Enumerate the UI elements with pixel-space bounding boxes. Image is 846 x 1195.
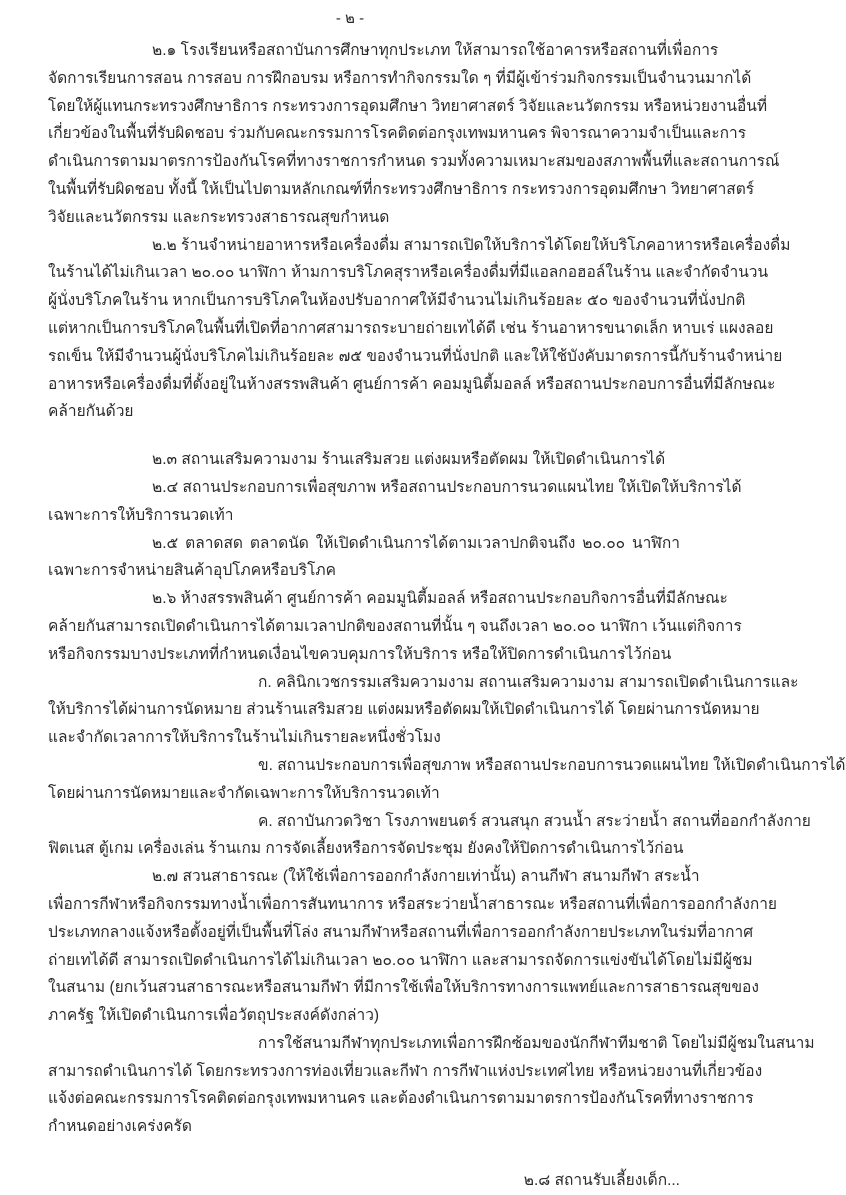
paragraph-2-5 bbox=[48, 530, 680, 586]
text-line: วิจัยและนวัตกรรม และกระทรวงสาธารณสุขกำหนด bbox=[48, 208, 390, 226]
text-line: โดยให้ผู้แทนกระทรวงศึกษาธิการ กระทรวงการอุดมศึกษา วิทยาศาสตร์ วิจัยและนวัตกรรม หรือหน่วยงานอื่นที่ bbox=[48, 97, 768, 115]
text-line: ในพื้นที่รับผิดชอบ ทั้งนี้ ให้เป็นไปตามหลักเกณฑ์ที่กระทรวงศึกษาธิการ กระทรวงการอุดมศึกษา วิทยาศาสตร์ bbox=[48, 180, 755, 198]
text-line: ในสนาม (ยกเว้นสวนสาธารณะหรือสนามกีฬา ที่มีการใช้เพื่อให้บริการทางการแพทย์และการสาธารณสุขของ bbox=[48, 979, 759, 997]
text-line: เฉพาะการจำหน่ายสินค้าอุปโภคหรือบริโภค bbox=[48, 562, 337, 580]
text-line: กำหนดอย่างเคร่งครัด bbox=[48, 1118, 192, 1136]
text-line: ประเภทกลางแจ้งหรือตั้งอยู่ที่เป็นพื้นที่โล่ง สนามกีฬาหรือสถานที่เพื่อการออกกำลังกายประเภทในร่มที่อากาศ bbox=[48, 923, 754, 941]
page-number: - ๒ - bbox=[335, 10, 365, 27]
text-line: และจำกัดเวลาการให้บริการในร้านไม่เกินรายละหนึ่งชั่วโมง bbox=[48, 729, 441, 747]
text-line: ให้บริการได้ผ่านการนัดหมาย ส่วนร้านเสริมสวย แต่งผมหรือตัดผมให้เปิดดำเนินการได้ โดยผ่านการนัดหมาย bbox=[48, 701, 760, 719]
text-line: ๒.๖ ห้างสรรพสินค้า ศูนย์การค้า คอมมูนิตี้มอลล์ หรือสถานประกอบกิจการอื่นที่มีลักษณะ bbox=[152, 590, 728, 608]
text-line: จัดการเรียนการสอน การสอบ การฝึกอบรม หรือการทำกิจกรรมใด ๆ ที่มีผู้เข้าร่วมกิจกรรมเป็นจำนวนมากได้ bbox=[48, 69, 752, 87]
text-line: ข. สถานประกอบการเพื่อสุขภาพ หรือสถานประกอบการนวดแผนไทย ให้เปิดดำเนินการได้ bbox=[258, 756, 846, 774]
text-line: เกี่ยวข้องในพื้นที่รับผิดชอบ ร่วมกับคณะกรรมการโรคติดต่อกรุงเทพมหานคร พิจารณาความจำเป็นและการ bbox=[48, 125, 747, 143]
continuation-text: ๒.๘ สถานรับเลี้ยงเด็ก... bbox=[523, 1172, 680, 1190]
paragraph-2-6 bbox=[48, 585, 742, 668]
text-line: แต่หากเป็นการบริโภคในพื้นที่เปิดที่อากาศสามารถระบายถ่ายเทได้ดี เช่น ร้านอาหารขนาดเล็ก หาบเร่ แผงลอย bbox=[48, 319, 774, 337]
text-line: โดยผ่านการนัดหมายและจำกัดเฉพาะการให้บริการนวดเท้า bbox=[48, 784, 440, 802]
text-line: ๒.๕ ตลาดสด ตลาดนัด ให้เปิดดำเนินการได้ตามเวลาปกติจนถึง ๒๐.๐๐ นาฬิกา bbox=[152, 534, 680, 552]
text-line: ๒.๓ สถานเสริมความงาม ร้านเสริมสวย แต่งผมหรือตัดผม ให้เปิดดำเนินการได้ bbox=[152, 451, 666, 469]
paragraph-2-6-b bbox=[48, 752, 846, 808]
text-line: การใช้สนามกีฬาทุกประเภทเพื่อการฝึกซ้อมของนักกีฬาทีมชาติ โดยไม่มีผู้ชมในสนาม bbox=[258, 1034, 815, 1052]
text-line: อาหารหรือเครื่องดื่มที่ตั้งอยู่ในห้างสรรพสินค้า ศูนย์การค้า คอมมูนิตี้มอลล์ หรือสถานประกอบการอื่นที่มีลักษณะ bbox=[48, 375, 776, 393]
text-line: ผู้นั่งบริโภคในร้าน หากเป็นการบริโภคในห้องปรับอากาศให้มีจำนวนไม่เกินร้อยละ ๕๐ ของจำนวนที่นั่งปกติ bbox=[48, 292, 746, 310]
text-line: ๒.๔ สถานประกอบการเพื่อสุขภาพ หรือสถานประกอบการนวดแผนไทย ให้เปิดให้บริการได้ bbox=[152, 478, 742, 496]
text-line: คล้ายกันสามารถเปิดดำเนินการได้ตามเวลาปกติของสถานที่นั้น ๆ จนถึงเวลา ๒๐.๐๐ นาฬิกา เว้นแต่กิจการ bbox=[48, 617, 742, 635]
text-line: ภาครัฐ ให้เปิดดำเนินการเพื่อวัตถุประสงค์ดังกล่าว) bbox=[48, 1007, 380, 1025]
paragraph-2-6-a bbox=[48, 669, 799, 752]
paragraph-2-1 bbox=[48, 37, 780, 232]
text-line: ถ่ายเทได้ดี สามารถเปิดดำเนินการได้ไม่เกินเวลา ๒๐.๐๐ นาฬิกา และสามารถจัดการแข่งขันได้โดยไม่มีผู้ชม bbox=[48, 951, 753, 969]
text-line: สามารถดำเนินการได้ โดยกระทรวงการท่องเที่ยวและกีฬา การกีฬาแห่งประเทศไทย หรือหน่วยงานที่เกี่ยวข้อง bbox=[48, 1062, 763, 1080]
paragraph-2-7 bbox=[48, 863, 778, 1030]
text-line: คล้ายกันด้วย bbox=[48, 403, 134, 421]
text-line: ฟิตเนส ตู้เกม เครื่องเล่น ร้านเกม การจัดเลี้ยงหรือการจัดประชุม ยังคงให้ปิดการดำเนินการไว้ก่อน bbox=[48, 840, 684, 858]
paragraph-2-4 bbox=[48, 474, 742, 530]
text-line: ๒.๗ สวนสาธารณะ (ให้ใช้เพื่อการออกกำลังกายเท่านั้น) ลานกีฬา สนามกีฬา สระน้ำ bbox=[152, 868, 700, 886]
text-line: ๒.๑ โรงเรียนหรือสถาบันการศึกษาทุกประเภท ให้สามารถใช้อาคารหรือสถานที่เพื่อการ bbox=[152, 42, 719, 59]
document-body bbox=[48, 37, 846, 1195]
continuation-note bbox=[48, 1167, 680, 1195]
text-line: ดำเนินการตามมาตรการป้องกันโรคที่ทางราชการกำหนด รวมทั้งความเหมาะสมของสภาพพื้นที่และสถานการณ์ bbox=[48, 153, 780, 171]
text-line: เพื่อการกีฬาหรือกิจกรรมทางน้ำเพื่อการสันทนาการ หรือสระว่ายน้ำสาธารณะ หรือสถานที่เพื่อการออกกำลังกาย bbox=[48, 895, 778, 913]
paragraph-2-2 bbox=[48, 232, 791, 427]
text-line: ก. คลินิกเวชกรรมเสริมความงาม สถานเสริมความงาม สามารถเปิดดำเนินการและ bbox=[258, 673, 799, 691]
text-line: เฉพาะการให้บริการนวดเท้า bbox=[48, 506, 234, 524]
text-line: ๒.๒ ร้านจำหน่ายอาหารหรือเครื่องดื่ม สามารถเปิดให้บริการได้โดยให้บริโภคอาหารหรือเครื่องดื่ม bbox=[152, 236, 791, 254]
text-line: ในร้านได้ไม่เกินเวลา ๒๐.๐๐ นาฬิกา ห้ามการบริโภคสุราหรือเครื่องดื่มที่มีแอลกอฮอล์ในร้าน และจำกัดจำนวน bbox=[48, 264, 769, 282]
text-line: ค. สถาบันกวดวิชา โรงภาพยนตร์ สวนสนุก สวนน้ำ สระว่ายน้ำ สถานที่ออกกำลังกาย bbox=[258, 812, 811, 830]
text-line: หรือกิจกรรมบางประเภทที่กำหนดเงื่อนไขควบคุมการให้บริการ หรือให้ปิดการดำเนินการไว้ก่อน bbox=[48, 645, 672, 663]
text-line: รถเข็น ให้มีจำนวนผู้นั่งบริโภคไม่เกินร้อยละ ๗๕ ของจำนวนที่นั่งปกติ และให้ใช้บังคับมาตรการนี้กับร้านจำหน่าย bbox=[48, 347, 783, 365]
paragraph-2-6-c bbox=[48, 808, 811, 864]
paragraph-2-3 bbox=[48, 446, 680, 474]
text-line: แจ้งต่อคณะกรรมการโรคติดต่อกรุงเทพมหานคร และต้องดำเนินการตามมาตรการป้องกันโรคที่ทางราชการ bbox=[48, 1090, 754, 1108]
paragraph-2-7-sport bbox=[48, 1030, 815, 1141]
